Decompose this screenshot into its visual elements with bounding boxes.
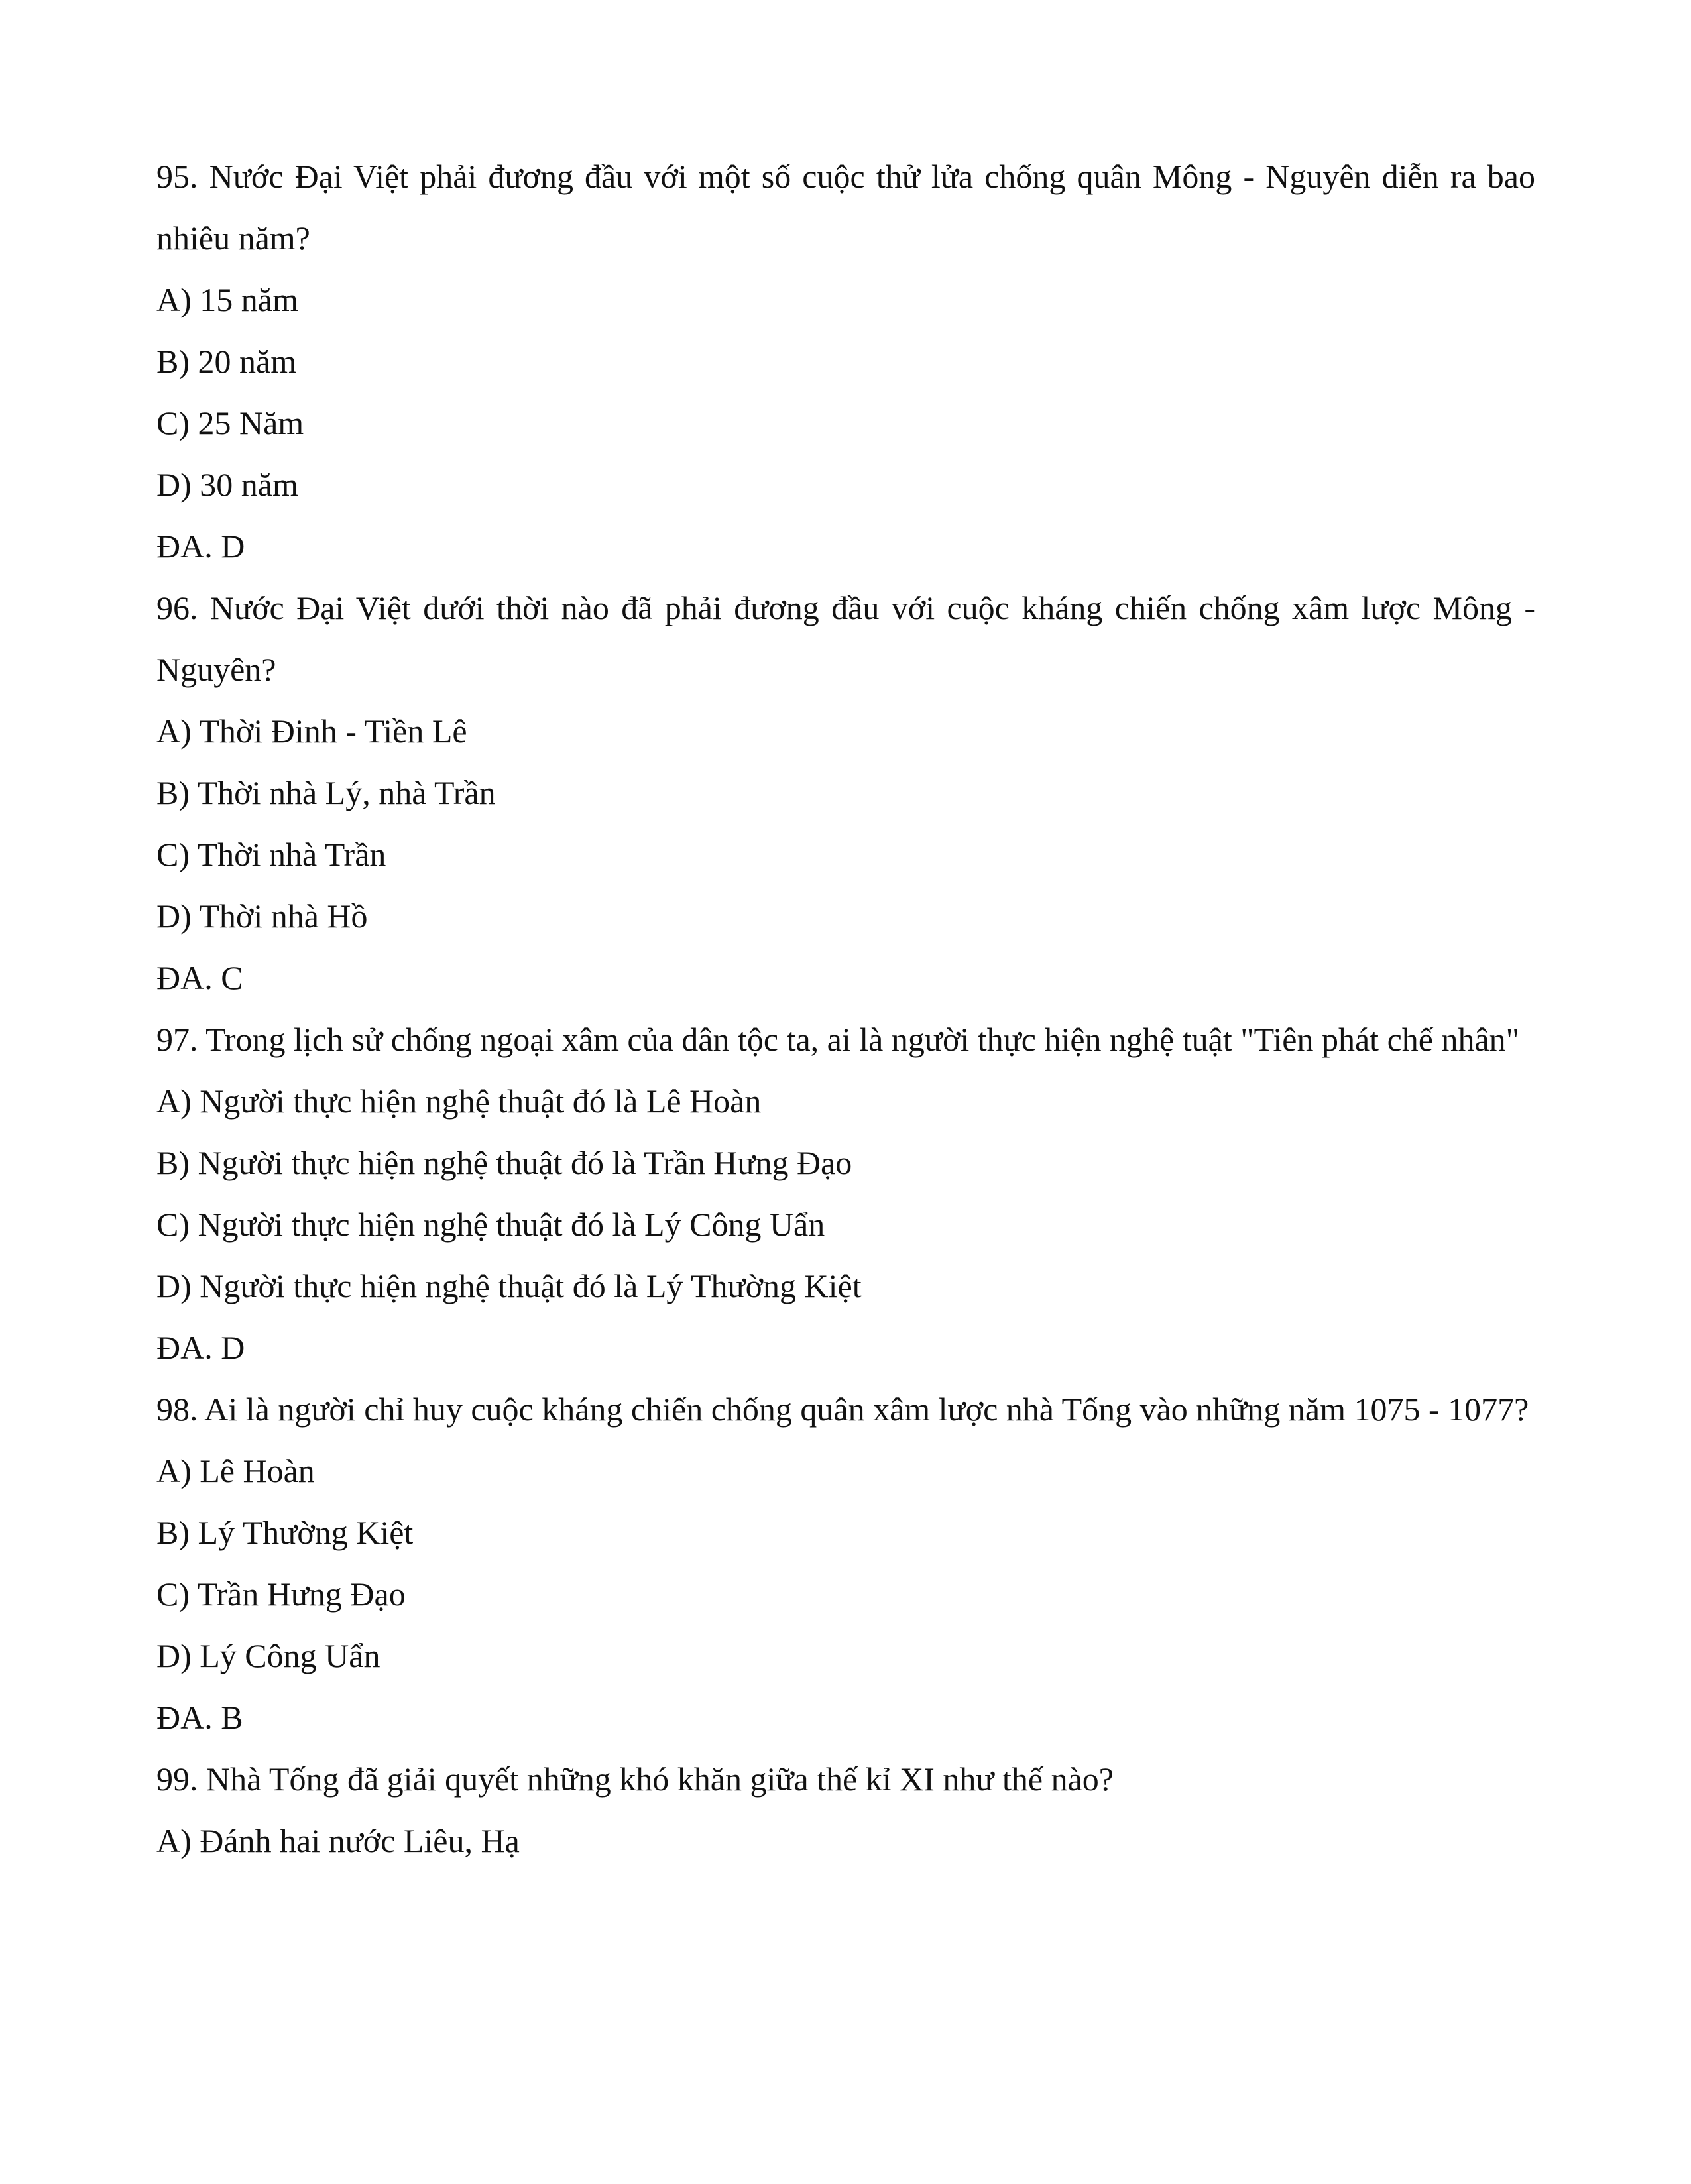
option-a: A) Lê Hoàn	[156, 1452, 315, 1489]
option-b: B) Lý Thường Kiệt	[156, 1514, 414, 1551]
question-text: 98. Ai là người chỉ huy cuộc kháng chiến chống quân xâm lược nhà Tống vào những năm 1075 - 1077?	[156, 1391, 1529, 1428]
option-c: C) Thời nhà Trần	[156, 836, 386, 873]
option-a: A) Đánh hai nước Liêu, Hạ	[156, 1822, 520, 1859]
question-list	[156, 146, 1535, 1872]
option-d: D) 30 năm	[156, 466, 298, 503]
option-c: C) Trần Hưng Đạo	[156, 1576, 406, 1613]
question-97	[156, 1009, 1535, 1379]
option-d: D) Thời nhà Hồ	[156, 897, 368, 935]
question-99	[156, 1749, 1535, 1872]
option-b: B) Thời nhà Lý, nhà Trần	[156, 774, 496, 811]
option-c: C) Người thực hiện nghệ thuật đó là Lý Công Uẩn	[156, 1206, 825, 1243]
option-b: B) Người thực hiện nghệ thuật đó là Trần Hưng Đạo	[156, 1144, 852, 1181]
answer-key: ĐA. D	[156, 528, 245, 565]
answer-key: ĐA. C	[156, 959, 243, 996]
question-text: 97. Trong lịch sử chống ngoại xâm của dân tộc ta, ai là người thực hiện nghệ tuật "Tiên phát chế nhân"	[156, 1021, 1520, 1058]
option-b: B) 20 năm	[156, 343, 297, 380]
question-96	[156, 577, 1535, 1009]
option-a: A) 15 năm	[156, 281, 298, 318]
option-c: C) 25 Năm	[156, 404, 304, 441]
question-text: 95. Nước Đại Việt phải đương đầu với một số cuộc thử lửa chống quân Mông - Nguyên diễn ra bao nhiêu năm?	[156, 158, 1535, 257]
answer-key: ĐA. B	[156, 1699, 243, 1736]
option-a: A) Người thực hiện nghệ thuật đó là Lê Hoàn	[156, 1082, 762, 1120]
question-text: 96. Nước Đại Việt dưới thời nào đã phải đương đầu với cuộc kháng chiến chống xâm lược Mông - Nguyên?	[156, 589, 1535, 688]
question-98	[156, 1379, 1535, 1749]
option-a: A) Thời Đinh - Tiền Lê	[156, 713, 467, 750]
option-d: D) Lý Công Uẩn	[156, 1637, 380, 1674]
question-text: 99. Nhà Tống đã giải quyết những khó khăn giữa thế kỉ XI như thế nào?	[156, 1760, 1114, 1798]
option-d: D) Người thực hiện nghệ thuật đó là Lý Thường Kiệt	[156, 1267, 862, 1304]
answer-key: ĐA. D	[156, 1329, 245, 1366]
question-95	[156, 146, 1535, 577]
